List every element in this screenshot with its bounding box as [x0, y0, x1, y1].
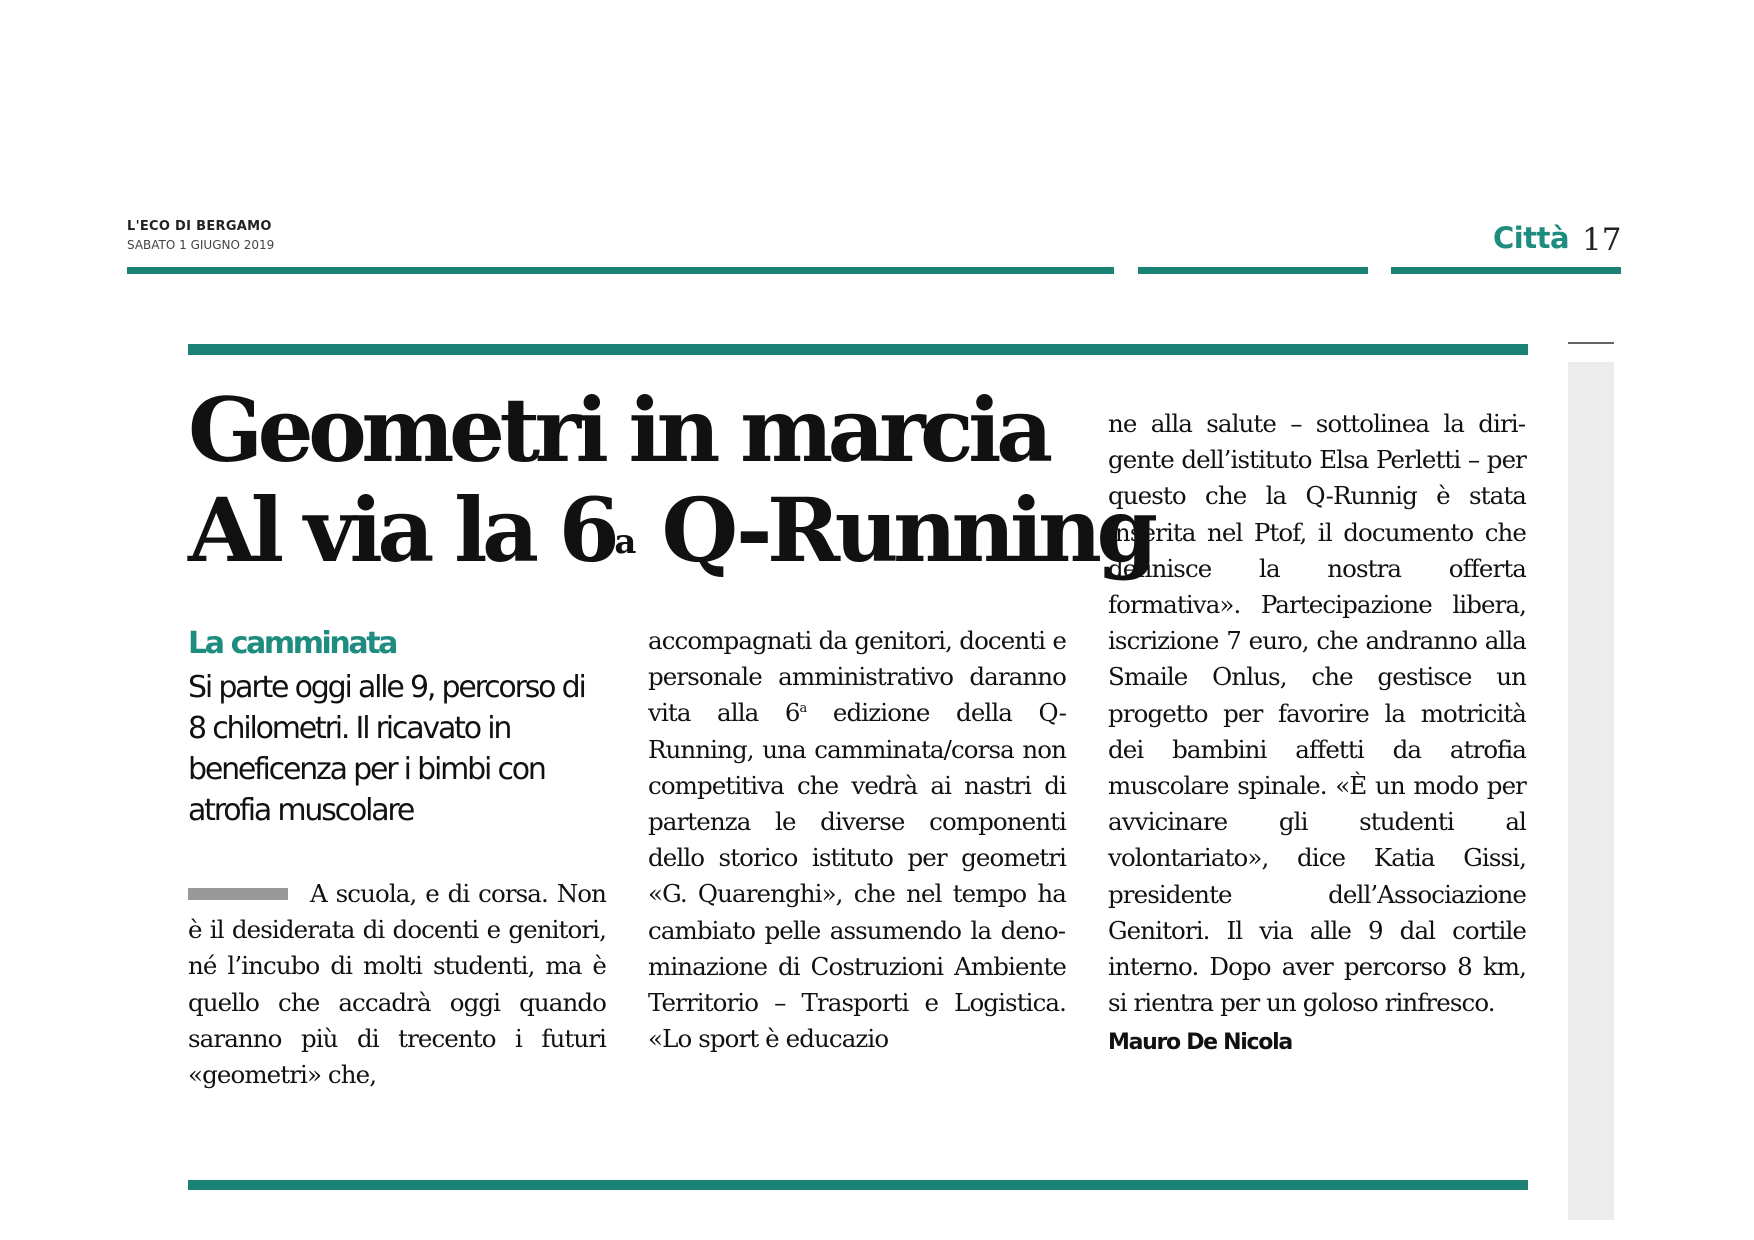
headline-line-2-end: Q-Running: [636, 478, 1153, 582]
body-column-2-text-b: edizione della Q-Running, una camminata/corsa non competitiva che vedrà ai nastri di partenza le diverse componenti dello storico istituto per geometri «G. Quarenghi», che nel tempo ha cambiato pelle assumendo la denominazione di Costruzioni Ambiente Territorio – Trasporti e Logistica. «Lo sport è educazio: [648, 698, 1066, 1054]
headline-superscript: a: [614, 522, 637, 562]
article-bottom-rule: [188, 1180, 1528, 1190]
kicker: La camminata: [188, 626, 397, 661]
publication-date: SABATO 1 GIUGNO 2019: [127, 238, 275, 252]
lead-marker: [188, 888, 288, 900]
page-number: 17: [1582, 222, 1622, 258]
publication-name: L'ECO DI BERGAMO: [127, 219, 272, 234]
body-column-3-text: ne alla salute – sottolinea la dirigente dell’istituto Elsa Perletti – per questo che la Q-Runnig è stata inserita nel Ptof, il documento che definisce la nostra offerta formativa». Partecipazione libera, iscrizione 7 euro, che andranno alla Smaile Onlus, che gestisce un progetto per favorire la motricità dei bambini affetti da atrofia muscolare spinale. «È un modo per avvicinare gli studenti al volontariato», dice Katia Gissi, presidente dell’Associazione Genitori. Il via alle 9 dal cortile interno. Dopo aver percorso 8 km, si rientra per un goloso rinfresco.: [1108, 409, 1526, 1018]
body-column-1: [188, 876, 606, 1093]
side-divider: [1568, 342, 1614, 344]
headline-line-2-start: Al via la 6: [188, 478, 615, 582]
header-rule-left: [127, 267, 1114, 274]
body-column-3: [1108, 406, 1526, 1062]
byline: Mauro De Nicola: [1108, 1030, 1292, 1056]
subheadline: Si parte oggi alle 9, percorso di 8 chilometri. Il ricavato in beneficenza per i bimbi con atrofia muscolare: [188, 670, 585, 828]
body-column-1-text: A scuola, e di corsa. Non è il desiderata di docenti e genitori, né l’incubo di molti studenti, ma è quello che accadrà oggi quando saranno più di trecento i futuri «geometri» che,: [188, 879, 606, 1090]
headline-line-1: Geometri in marcia: [188, 378, 1048, 482]
article-top-rule: [188, 344, 1528, 355]
body-column-2-text-a: accompagnati da genitori, docenti e personale amministrativo daranno vita alla 6: [648, 626, 1066, 728]
section-name: Città: [1493, 221, 1570, 255]
headline: [188, 380, 1152, 580]
header-rule-right: [1391, 267, 1621, 274]
side-panel: [1568, 362, 1614, 1220]
body-column-2-superscript: a: [799, 701, 807, 717]
body-column-2: [648, 623, 1066, 1057]
header-rule-middle: [1138, 267, 1368, 274]
